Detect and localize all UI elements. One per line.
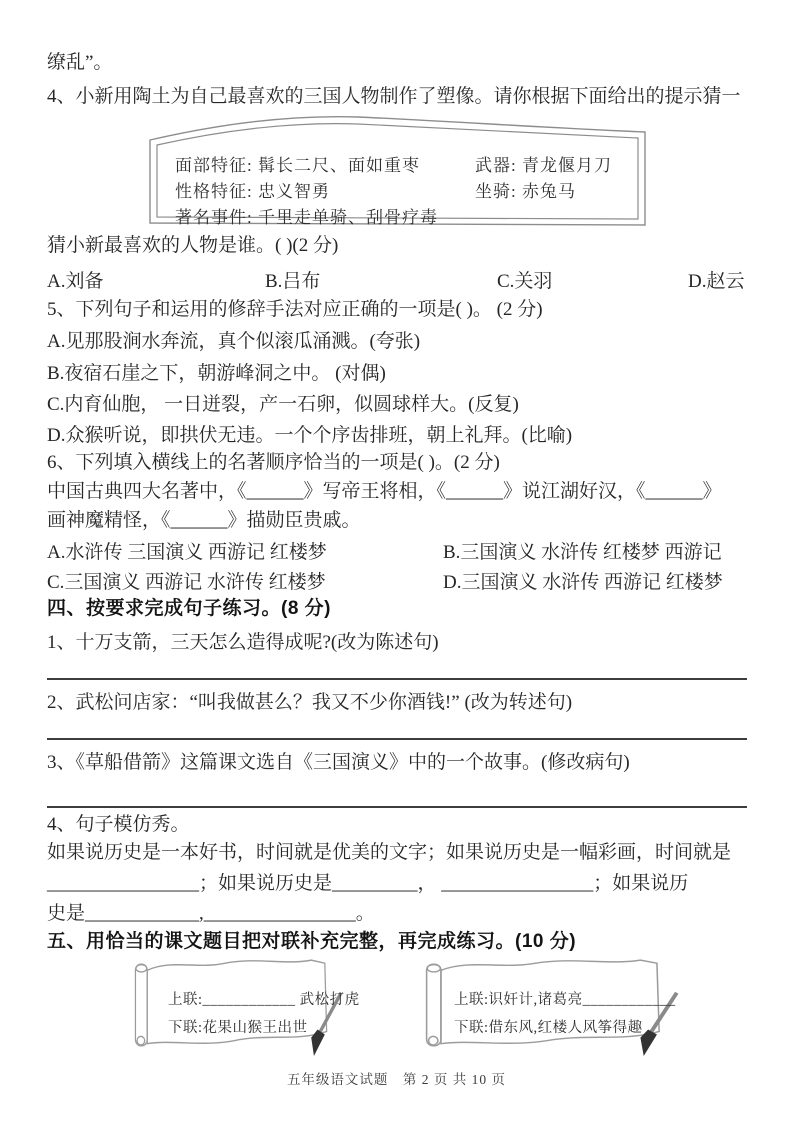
- section4-q3: 3、《草船借箭》这篇课文选自《三国演义》中的一个故事。(修改病句): [47, 752, 630, 773]
- answer-line: [47, 738, 747, 740]
- q5-option-a: A.见那股涧水奔流，真个似滚瓜涌溅。(夸张): [47, 331, 421, 352]
- q4-option-d: D.赵云: [688, 271, 745, 292]
- couplet-scroll-right: [420, 954, 690, 1058]
- q5-stem: 5、下列句子和运用的修辞手法对应正确的一项是( )。 (2 分): [47, 299, 543, 320]
- section4-q4-title: 4、句子模仿秀。: [47, 814, 190, 835]
- couplet-left-line2: 下联:花果山猴王出世: [168, 1020, 308, 1036]
- q4-hint-box: [148, 113, 648, 228]
- q4-option-a: A.刘备: [47, 271, 104, 292]
- section5-title: 五、用恰当的课文题目把对联补充完整，再完成练习。(10 分): [47, 931, 577, 952]
- couplet-scroll-left: [130, 954, 360, 1058]
- imitation-line2: ________________；如果说历史是_________， ________________；如果说历: [47, 873, 689, 894]
- q6-stem: 6、下列填入横线上的名著顺序恰当的一项是( )。(2 分): [47, 452, 500, 473]
- q5-option-c: C.内育仙胞， 一日迸裂，产一石卵，似圆球样大。(反复): [47, 394, 519, 415]
- section4-q1: 1、十万支箭，三天怎么造得成呢?(改为陈述句): [47, 632, 439, 653]
- q5-option-b: B.夜宿石崖之下，朝游峰洞之中。 (对偶): [47, 363, 386, 384]
- couplet-right-line1: 上联:识奸计,诸葛亮____________: [454, 992, 676, 1008]
- section4-q2: 2、武松问店家：“叫我做甚么？我又不少你酒钱!” (改为转述句): [47, 692, 573, 713]
- q6-option-c: C.三国演义 西游记 水浒传 红楼梦: [47, 572, 326, 593]
- page-footer: 五年级语文试题 第 2 页 共 10 页: [286, 1072, 507, 1087]
- q6-option-d: D.三国演义 水浒传 西游记 红楼梦: [443, 572, 723, 593]
- couplet-right-line2: 下联:借东风,红楼人风筝得趣: [454, 1020, 643, 1036]
- section4-title: 四、按要求完成句子练习。(8 分): [47, 598, 332, 619]
- hint-face: 面部特征: 髯长二尺、面如重枣: [175, 156, 420, 175]
- q4-option-c: C.关羽: [497, 271, 553, 292]
- hint-character: 性格特征: 忠义智勇: [175, 182, 330, 201]
- hint-events: 著名事件: 千里走单骑、刮骨疗毒: [175, 208, 438, 227]
- imitation-line1: 如果说历史是一本好书，时间就是优美的文字；如果说历史是一幅彩画，时间就是: [47, 842, 732, 863]
- answer-line: [47, 678, 747, 680]
- q4-question: 猜小新最喜欢的人物是谁。( )(2 分): [47, 235, 339, 256]
- q6-option-a: A.水浒传 三国演义 西游记 红楼梦: [47, 542, 327, 563]
- hint-mount: 坐骑: 赤兔马: [475, 182, 576, 201]
- q4-stem: 4、小新用陶土为自己最喜欢的三国人物制作了塑像。请你根据下面给出的提示猜一: [47, 86, 741, 107]
- carryover-text: 缭乱”。: [47, 52, 113, 73]
- q5-option-d: D.众猴听说，即拱伏无违。一个个序齿排班，朝上礼拜。(比喻): [47, 425, 573, 446]
- q4-option-b: B.吕布: [265, 271, 321, 292]
- answer-line: [47, 806, 747, 808]
- q6-option-b: B.三国演义 水浒传 红楼梦 西游记: [443, 542, 722, 563]
- hint-weapon: 武器: 青龙偃月刀: [475, 156, 612, 175]
- imitation-line3: 史是____________,________________。: [47, 903, 375, 924]
- q6-passage-line1: 中国古典四大名著中，《______》写帝王将相，《______》说江湖好汉，《______》: [47, 481, 722, 502]
- q6-passage-line2: 画神魔精怪，《______》描勋臣贵戚。: [47, 510, 361, 531]
- couplet-left-line1: 上联:____________ 武松打虎: [168, 992, 360, 1008]
